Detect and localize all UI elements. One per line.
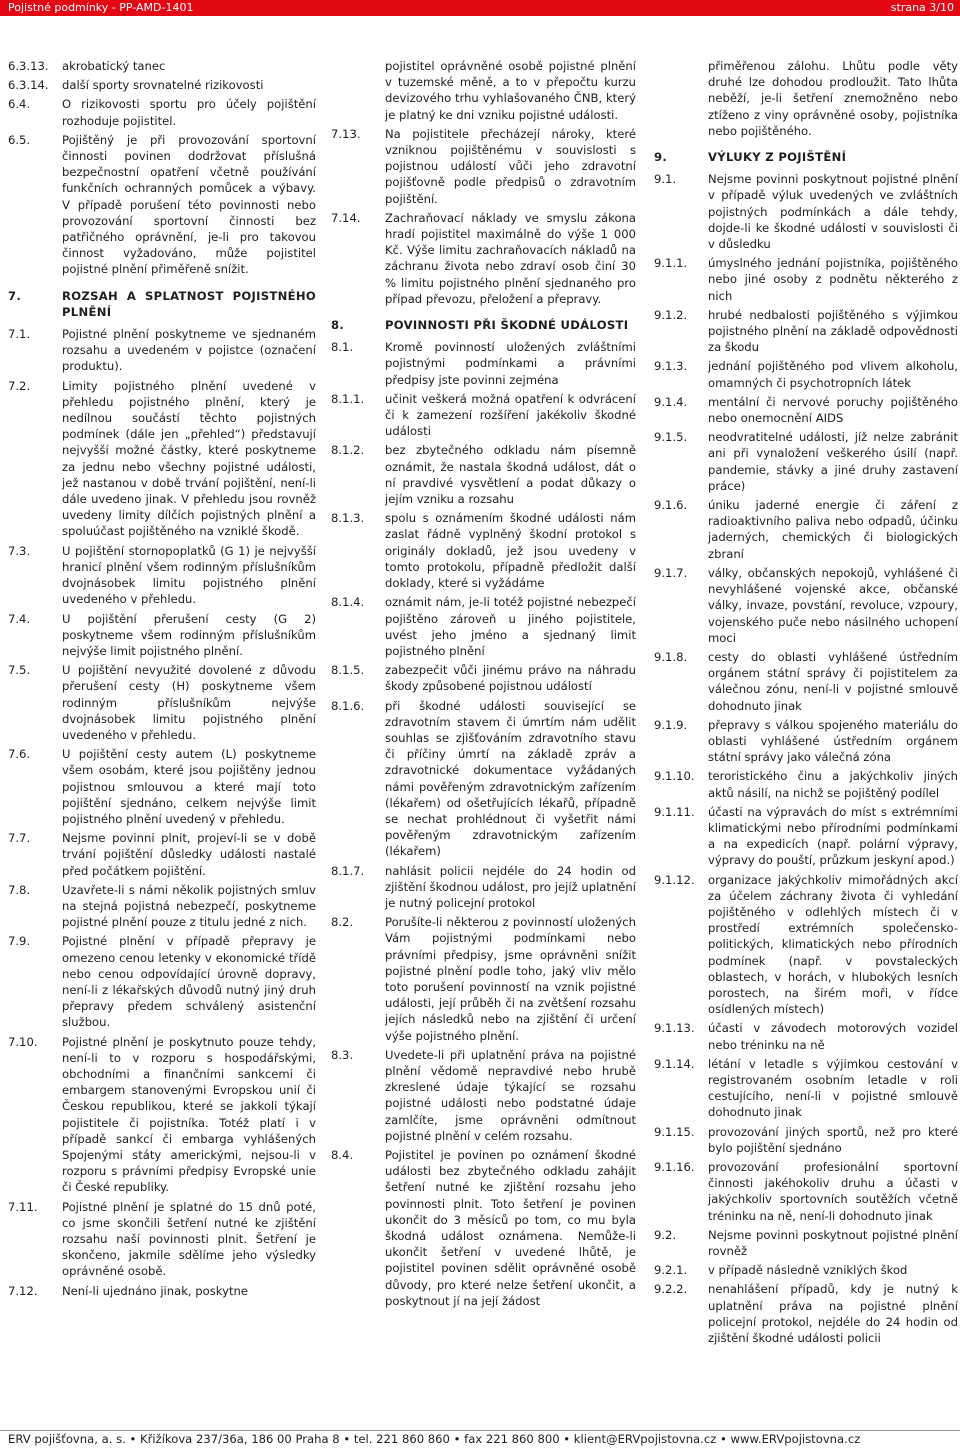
clause-text: U pojištění stornopoplatků (G 1) je nejvyšší hranicí plnění všem rodinným příslušníkům dvojnásobek limitu pojistného plnění uvedeného v přehledu. (62, 543, 316, 607)
clause-item (331, 698, 636, 860)
clause-number: 9.1.13. (654, 1021, 695, 1036)
clause-item (8, 746, 316, 827)
clause-number: 8.2. (331, 915, 354, 930)
footer (0, 1430, 960, 1448)
clause-number: 8.1.5. (331, 663, 365, 678)
clause-text: Zachraňovací náklady ve smyslu zákona hradí pojistitel maximálně do výše 1 000 Kč. Výše limitu zachraňovacích nákladů na záchranu života nebo zdraví osob činí 30 % limitu pojistného plnění sjednaného pro případ převozu, přeložení a přepravy. (385, 210, 636, 306)
section-heading (8, 288, 316, 320)
clause-text: provozování profesionální sportovní činnosti jakéhokoliv druhu a účasti v jakýchkoliv sportovních soutěžích včetně tréninku na ně, není-li dohodnuto jinak (708, 1160, 958, 1223)
clause-text: Uzavřete-li s námi několik pojistných smluv na stejná pojistná nebezpečí, poskytneme pojistné plnění pouze z titulu jedné z nich. (62, 882, 316, 930)
clause-text: U pojištění nevyužité dovolené z důvodu přerušení cesty (H) poskytneme všem rodinným příslušníkům nejvýše dvojnásobek limitu pojistného plnění uvedeného v přehledu. (62, 663, 316, 742)
clause-item (654, 429, 958, 494)
clause-text: organizace jakýchkoliv mimořádných akcí za účelem záchrany života či vyhledání pojištěného v odlehlých místech či v prostředí extrémních společensko-politických, klimatických nebo přírodních podmínek (např. v povstaleckých oblastech, v horách, v hlubokých lesních porostech, na širém moři, v řídce osídlených místech) (708, 872, 958, 1017)
clause-item (331, 391, 636, 440)
clause-number: 7.4. (8, 611, 31, 626)
clause-text: přiměřenou zálohu. Lhůtu podle věty druhé lze dohodou prodloužit. Tato lhůta neběží, je-li šetření znemožněno nebo ztíženo z viny oprávněné osoby, pojistníka nebo pojištěného. (708, 59, 958, 138)
clause-item (654, 1124, 958, 1156)
clause-item (8, 326, 316, 375)
clause-text: Nejsme povinni poskytnout pojistné plnění rovněž (708, 1227, 958, 1259)
clause-text: O rizikovosti sportu pro účely pojištění rozhoduje pojistitel. (62, 97, 316, 128)
clause-text: Není-li ujednáno jinak, poskytne (62, 1283, 248, 1298)
clause-number: 7.2. (8, 378, 31, 393)
clause-text: oznámit nám, je-li totéž pojistné nebezpečí pojištěno zároveň u jiného pojistitele, uvést jeho jméno a sjednaný limit pojistného plnění (385, 595, 636, 658)
clause-number: 9.1.5. (654, 430, 688, 445)
clause-item (8, 543, 316, 608)
clause-text: spolu s oznámením škodné události nám zaslat řádně vyplněný škodní protokol s originály dokladů, jež jsou uvedeny v tomto protokolu, případně předložit další doklady, které si vyžádáme (385, 511, 636, 591)
clause-number: 9.1.1. (654, 256, 688, 271)
section-heading (654, 149, 958, 165)
section-number: 7. (8, 288, 22, 303)
clause-text: Pojistné plnění je splatné do 15 dnů poté, co jsme skončili šetření nutné ke zjištění rozsahu naší povinnosti plnit. Šetření je skončeno, jakmile sdělíme jeho výsledky oprávněné osobě. (62, 1199, 316, 1279)
clause-text: nahlásit policii nejdéle do 24 hodin od zjištění škodnou událost, pro jejíž uplatnění je nutný policejní protokol (385, 863, 636, 910)
clause-text: války, občanských nepokojů, vyhlášené či nevyhlášené vojenské akce, občanské války, invaze, povstání, revoluce, vzpoury, vojenského puče nebo násilného uchopení moci (708, 565, 958, 645)
clause-number: 7.11. (8, 1199, 38, 1214)
clause-number: 7.3. (8, 543, 31, 558)
clause-item (654, 394, 958, 426)
clause-text: pojistitel oprávněné osobě pojistné plnění v tuzemské měně, a to v přepočtu kurzu devizového trhu vyhlašovaného ČNB, který je platný ke dni vzniku pojistné události. (385, 59, 636, 122)
clause-item (8, 830, 316, 879)
clause-item (654, 1056, 958, 1121)
clause-item (331, 126, 636, 207)
clause-number: 9.2.2. (654, 1282, 688, 1297)
clause-item (331, 1147, 636, 1309)
clause-number: 8.1.4. (331, 595, 365, 610)
clause-number: 9.1.6. (654, 498, 688, 513)
clause-item (331, 914, 636, 1044)
clause-number: 9.1.15. (654, 1124, 695, 1139)
clause-item (654, 1227, 958, 1259)
clause-item (8, 378, 316, 540)
clause-item (8, 1034, 316, 1196)
clause-number: 8.3. (331, 1047, 354, 1062)
clause-text: učinit veškerá možná opatření k odvrácení či k zamezení rozšíření jakékoliv škodné události (385, 391, 636, 439)
clause-text: při škodné události související se zdravotním stavem či úmrtím nám udělit souhlas se zjišťováním zdravotního stavu či příčiny úmrtí na základě zpráv a zdravotnické dokumentace vyžádaných námi pověřeným zdravotnickým zařízením (lékařem) od ošetřujících lékařů, případně se nechat prohlédnout či vyšetřit námi pověřeným zdravotnickým zařízením (lékařem) (385, 698, 636, 859)
clause-number: 8.1.3. (331, 511, 365, 526)
clause-number: 9.1.9. (654, 717, 688, 732)
clause-number: 7.10. (8, 1034, 38, 1049)
clause-item (8, 77, 316, 93)
clause-text: Pojistné plnění v případě přepravy je omezeno cenou letenky v ekonomické třídě nebo cenou odpovídající úrovně dopravy, není-li z lékařských důvodů nutný jiný druh přepravy předem schválený asistenční službou. (62, 934, 316, 1030)
clause-number: 9.1.11. (654, 804, 695, 819)
clause-item (654, 307, 958, 356)
clause-item (8, 662, 316, 743)
clause-text: Porušíte-li některou z povinností uložených Vám pojistnými podmínkami nebo právními předpisy, jsme oprávněni snížit pojistné plnění podle toho, jaký vliv mělo toto porušení povinností na vznik pojistné události, její průběh či na zvětšení rozsahu jejích následků nebo na zjištění či určení výše pojistného plnění. (385, 915, 636, 1043)
clause-item (8, 933, 316, 1030)
column-middle (331, 58, 636, 1312)
clause-number: 9.1. (654, 172, 677, 187)
clause-text: teroristického činu a jakýchkoliv jiných aktů násilí, na nichž se pojištěný podílel (708, 769, 958, 800)
clause-text: úmyslného jednání pojistníka, pojištěného nebo jiné osoby z podnětu některého z nich (708, 256, 958, 303)
clause-item (8, 1283, 316, 1299)
clause-item (654, 1262, 958, 1278)
clause-text: nenahlášení případů, kdy je nutný k uplatnění práva na pojistné plnění policejní protokol, nejdéle do 24 hodin od zjištění škodné události policii (708, 1282, 958, 1346)
clause-item (654, 565, 958, 646)
clause-item (654, 358, 958, 390)
clause-number: 8.1.7. (331, 863, 365, 878)
clause-number: 7.9. (8, 934, 31, 949)
clause-text: hrubé nedbalosti pojištěného s výjimkou pojistného plnění na základě odpovědnosti za škodu (708, 307, 958, 355)
clause-number: 7.14. (331, 210, 361, 225)
clause-text: létání v letadle s výjimkou cestování v registrovaném osobním letadle v roli cestujícího, není-li v pojistné smlouvě dohodnuto jinak (708, 1056, 958, 1120)
clause-text: Limity pojistného plnění uvedené v přehledu pojistného plnění, který je nedílnou součástí těchto pojistných podmínek (dále jen „přehled“) představují nejvyšší možné částky, které poskytneme za jednu nebo všechny pojistné události, jež nastanou v době trvání pojištění, není-li dále uvedeno jinak. V přehledu jsou rovněž uvedeny limity dílčích pojistných plnění a spoluúčast pojištěného na vzniklé škodě. (62, 378, 316, 539)
column-left (8, 58, 316, 1302)
clause-text: účasti na výpravách do míst s extrémními klimatickými nebo přírodními podmínkami a na expedicích (např. polární výpravy, výpravy do pouští, průzkum jeskyní apod.) (708, 804, 958, 868)
clause-item (654, 58, 958, 139)
clause-number: 8.1.1. (331, 391, 365, 406)
clause-item (8, 1199, 316, 1280)
clause-number: 7.8. (8, 882, 31, 897)
clause-text: neodvratitelné události, jíž nelze zabránit ani při vynaložení veškerého úsilí (např. pandemie, stávky a jiné druhy zastavení práce) (708, 430, 958, 493)
clause-text: akrobatický tanec (62, 59, 166, 73)
clause-number: 7.5. (8, 663, 31, 678)
clause-text: Pojistné plnění poskytneme ve sjednaném rozsahu a uvedeném v pojistce (označení produktu). (62, 327, 316, 374)
clause-item (8, 882, 316, 931)
clause-text: zabezpečit vůči jinému právo na náhradu škody způsobené pojistnou událostí (385, 663, 636, 694)
page-number: strana 3/10 (890, 1, 954, 14)
column-right (654, 58, 958, 1349)
clause-text: U pojištění cesty autem (L) poskytneme všem osobám, které jsou pojištěny jednou pojistnou smlouvou a které mají toto pojištění sjednáno, celkem nejvýše limit pojistného plnění uvedený v přehledu. (62, 747, 316, 826)
clause-item (8, 58, 316, 74)
clause-item (654, 768, 958, 800)
clause-text: Uvedete-li při uplatnění práva na pojistné plnění vědomě nepravdivé nebo hrubě zkreslené údaje týkající se rozsahu pojistné události nebo podstatné údaje zamlčíte, jsme oprávněni odmítnout pojistné plnění v celém rozsahu. (385, 1047, 636, 1143)
clause-item (654, 1281, 958, 1346)
clause-number: 9.1.3. (654, 359, 688, 374)
clause-item (654, 717, 958, 766)
clause-number: 9.1.12. (654, 872, 695, 887)
clause-number: 8.1.2. (331, 443, 365, 458)
clause-number: 6.3.13. (8, 59, 49, 73)
clause-number: 9.1.14. (654, 1056, 695, 1071)
clause-item (8, 96, 316, 128)
clause-number: 9.2. (654, 1227, 677, 1242)
clause-number: 9.1.8. (654, 649, 688, 664)
section-title: ROZSAH A SPLATNOST POJISTNÉHO PLNĚNÍ (62, 288, 316, 319)
clause-number: 9.1.10. (654, 769, 695, 784)
clause-number: 7.1. (8, 327, 31, 342)
clause-number: 9.1.2. (654, 307, 688, 322)
clause-text: mentální či nervové poruchy pojištěného nebo onemocnění AIDS (708, 394, 958, 426)
clause-number: 8.4. (331, 1148, 354, 1162)
clause-item (654, 649, 958, 714)
clause-text: Nejsme povinni plnit, projeví-li se v době trvání pojištění důsledky události nastalé před počátkem pojištění. (62, 831, 316, 878)
clause-number: 9.1.4. (654, 394, 688, 409)
document-title: Pojistné podmínky - PP-AMD-1401 (8, 1, 194, 14)
header-bar (0, 0, 960, 16)
clause-text: Pojistné plnění je poskytnuto pouze tehdy, není-li to v rozporu s hospodářskými, obchodními a finančními sankcemi či embargem stanovenými Evropskou unií či Českou republikou, které se jakkoli týkají pojistitele či pojistníka. Totéž platí i v případě sankcí či embarga vyhlášených Spojenými státy americkými, nejsou-li v rozporu s právními předpisy Evropské unie či České republiky. (62, 1034, 316, 1195)
clause-item (331, 210, 636, 307)
clause-text: jednání pojištěného pod vlivem alkoholu, omamných či psychotropních látek (708, 359, 958, 390)
clause-text: U pojištění přerušení cesty (G 2) poskytneme všem rodinným příslušníkům nejvýše limit pojistného plnění. (62, 611, 316, 658)
clause-text: provozování jiných sportů, než pro které bylo pojištění sjednáno (708, 1124, 958, 1155)
section-number: 8. (331, 318, 345, 333)
clause-item (331, 662, 636, 694)
clause-item (8, 611, 316, 660)
clause-item (654, 255, 958, 304)
clause-text: Pojistitel je povinen po oznámení škodné události bez zbytečného odkladu zahájit šetření nutné ke zjištění rozsahu jeho povinnosti plnit. Toto šetření je povinen ukončit do 3 měsíců po tom, co mu byla škodná událost oznámena. Nemůže-li ukončit šetření v uvedené lhůtě, je pojistitel povinen sdělit oprávněné osobě důvody, pro které nelze šetření ukončit, a poskytnout jí na její žádost (385, 1148, 636, 1308)
clause-text: v případě následně vzniklých škod (708, 1263, 908, 1278)
section-number: 9. (654, 150, 668, 165)
clause-item (654, 872, 958, 1018)
footer-contact: ERV pojišťovna, a. s. • Křižíkova 237/36a, 186 00 Praha 8 • tel. 221 860 860 • fax 221 860 800 • klient@ERVpojistovna.cz • www.ERVpojistovna.cz (8, 1432, 861, 1446)
clause-number: 7.7. (8, 831, 31, 846)
clause-item (8, 132, 316, 278)
clause-item (654, 497, 958, 562)
clause-number (654, 58, 708, 139)
clause-item (654, 804, 958, 869)
clause-number: 6.3.14. (8, 78, 49, 93)
clause-number: 9.1.7. (654, 565, 688, 580)
clause-text: bez zbytečného odkladu nám písemně oznámit, že nastala škodná událost, dát o ní pravdivé vysvětlení a podat důkazy o jejím vzniku a rozsahu (385, 443, 636, 507)
clause-item (654, 1159, 958, 1224)
clause-item (331, 339, 636, 388)
clause-item (331, 442, 636, 507)
clause-number: 8.1.6. (331, 698, 365, 713)
section-heading (331, 317, 636, 333)
clause-number (331, 58, 385, 123)
clause-number: 9.1.16. (654, 1160, 695, 1174)
clause-number: 8.1. (331, 340, 354, 355)
section-title: VÝLUKY Z POJIŠTĚNÍ (708, 150, 847, 165)
clause-text: Kromě povinností uložených zvláštními pojistnými podmínkami a právními předpisy jste povinni zejména (385, 340, 636, 387)
clause-text: Na pojistitele přecházejí nároky, které vzniknou pojištěnému v souvislosti s pojistnou událostí vůči jeho zdravotní pojišťovně podle předpisů o zdravotním pojištění. (385, 126, 636, 206)
clause-number: 7.12. (8, 1283, 38, 1298)
clause-item (654, 1020, 958, 1052)
section-title: POVINNOSTI PŘI ŠKODNÉ UDÁLOSTI (385, 318, 629, 333)
clause-text: účasti v závodech motorových vozidel nebo tréninku na ně (708, 1021, 958, 1052)
clause-number: 9.2.1. (654, 1263, 688, 1278)
clause-text: další sporty srovnatelné rizikovosti (62, 78, 264, 93)
clause-text: cesty do oblasti vyhlášené ústředním orgánem státní správy či pojistitelem za válečnou zónu, není-li v pojistné smlouvě dohodnuto jinak (708, 649, 958, 713)
clause-text: Pojištěný je při provozování sportovní činnosti povinen dodržovat příslušná bezpečnostní opatření včetně používání funkčních ochranných pomůcek a výbavy. V případě porušení této povinnosti nebo provozování sportovní činnosti bez patřičného oprávnění, je-li pro takovou činnost vyžadováno, může pojistitel pojistné plnění přiměřeně snížit. (62, 132, 316, 277)
clause-item (331, 1047, 636, 1144)
clause-item (331, 594, 636, 659)
clause-item (654, 171, 958, 252)
clause-item (331, 863, 636, 912)
clause-text: Nejsme povinni poskytnout pojistné plnění v případě výluk uvedených ve zvláštních pojistných podmínkách a dále tehdy, dojde-li ke škodné události v souvislosti či v důsledku (708, 172, 958, 252)
clause-number: 6.5. (8, 132, 31, 147)
clause-text: úniku jaderné energie či záření z radioaktivního paliva nebo odpadů, účinku jaderných, chemických či biologických zbraní (708, 498, 958, 561)
clause-number: 6.4. (8, 97, 31, 112)
clause-number: 7.13. (331, 126, 361, 141)
clause-text: přepravy s válkou spojeného materiálu do oblasti vyhlášené ústředním orgánem státní správy jako válečná zóna (708, 717, 958, 765)
clause-item (331, 510, 636, 591)
clause-item (331, 58, 636, 123)
clause-number: 7.6. (8, 747, 31, 762)
